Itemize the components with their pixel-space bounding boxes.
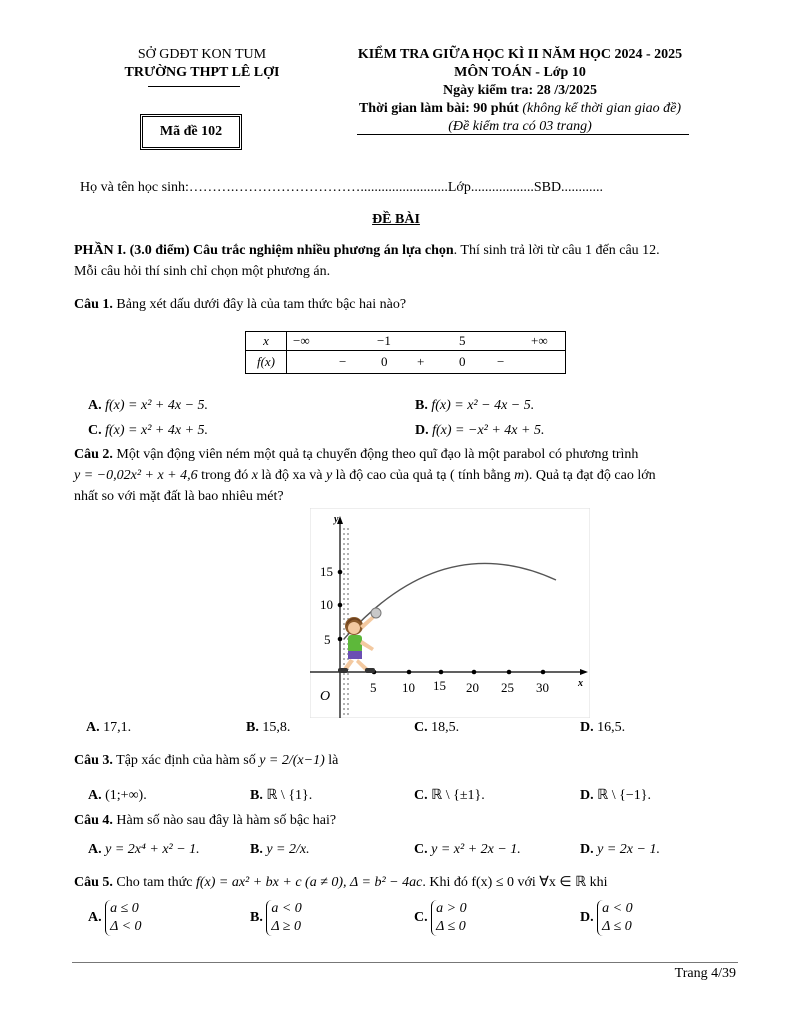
option-label: B.: [250, 788, 263, 803]
page-number: Trang 4/39: [674, 966, 736, 981]
question-1: [74, 294, 734, 315]
q4-option-a[interactable]: [88, 840, 200, 860]
x-tick-label: 10: [402, 680, 415, 695]
q2-option-a[interactable]: [86, 718, 131, 738]
condition-system: [431, 900, 466, 936]
option-text: y = 2x⁴ + x² − 1.: [105, 842, 200, 857]
option-text: ℝ \ {−1}.: [597, 788, 651, 803]
function: f(x) = ax² + bx + c (a ≠ 0), Δ = b² − 4ac: [195, 875, 423, 890]
question-text: trong đó: [197, 468, 252, 483]
y-tick: [338, 637, 343, 642]
option-label: A.: [86, 720, 100, 735]
condition: Δ ≥ 0: [271, 919, 301, 934]
question-text: . Khi đó f(x) ≤ 0 với ∀x ∈ ℝ khi: [422, 875, 608, 890]
subject: MÔN TOÁN - Lớp 10: [454, 65, 586, 80]
condition: a < 0: [271, 901, 302, 916]
variable: y: [325, 468, 333, 483]
option-text: y = 2x − 1.: [597, 842, 660, 857]
option-text: 18,5.: [431, 720, 460, 735]
option-label: B.: [250, 842, 263, 857]
school-name: TRƯỜNG THPT LÊ LỢI: [124, 65, 280, 80]
option-label: A.: [88, 398, 102, 413]
question-text: là độ xa và: [257, 468, 326, 483]
question-text: Tập xác định của hàm số: [112, 753, 260, 768]
option-label: C.: [414, 910, 428, 926]
condition: Δ ≤ 0: [602, 919, 632, 934]
table-cell: f(x): [246, 351, 287, 374]
part1-line2: Mỗi câu hỏi thí sinh chỉ chọn một phương án.: [74, 264, 331, 279]
q1-option-d[interactable]: [415, 421, 544, 441]
time-note: (không kể thời gian giao đề): [522, 101, 682, 116]
header-right: [330, 46, 710, 136]
question-2: [74, 444, 734, 507]
footer-divider: [72, 962, 738, 963]
variable: x: [251, 468, 258, 483]
option-label: C.: [414, 720, 428, 735]
pages-note: (Đề kiểm tra có 03 trang): [448, 119, 592, 134]
divider: [357, 134, 689, 135]
option-text: 17,1.: [103, 720, 132, 735]
question-number: Câu 1.: [74, 297, 113, 312]
unit: m: [514, 468, 525, 483]
x-tick: [507, 670, 512, 675]
option-label: B.: [415, 398, 428, 413]
condition: a < 0: [602, 901, 633, 916]
table-cell: +∞: [531, 333, 548, 348]
option-text: y = x² + 2x − 1.: [431, 842, 521, 857]
q3-option-b[interactable]: [250, 786, 312, 806]
option-label: A.: [88, 788, 102, 803]
q3-option-a[interactable]: [88, 786, 147, 806]
x-tick: [439, 670, 444, 675]
question-text: là độ cao của quả tạ ( tính bằng: [332, 468, 515, 483]
time-line: [330, 100, 710, 118]
condition: Δ < 0: [110, 919, 142, 934]
table-cell: [287, 351, 566, 374]
trajectory-graph: [310, 508, 590, 718]
part1-title: PHẦN I. (3.0 điểm) Câu trắc nghiệm nhiều phương án lựa chọn: [74, 243, 454, 258]
exam-title: KIỂM TRA GIỮA HỌC KÌ II NĂM HỌC 2024 - 2025: [357, 47, 683, 62]
table-cell: 0: [381, 354, 388, 369]
x-tick-label: 5: [370, 680, 377, 695]
option-text: f(x) = x² + 4x − 5.: [105, 398, 209, 413]
question-text: Một vận động viên ném một quả tạ chuyển động theo quĩ đạo là một parabol có phương trình: [112, 447, 639, 462]
option-label: D.: [580, 720, 594, 735]
q3-option-c[interactable]: [414, 786, 485, 806]
option-label: B.: [250, 910, 263, 926]
option-text: (1;+∞).: [105, 788, 147, 803]
y-tick: [338, 603, 343, 608]
q3-option-d[interactable]: [580, 786, 651, 806]
option-text: ℝ \ {1}.: [266, 788, 313, 803]
q1-option-c[interactable]: [88, 421, 208, 441]
y-tick: [338, 570, 343, 575]
option-text: y = 2/x.: [266, 842, 310, 857]
question-text: nhất so với mặt đất là bao nhiêu mét?: [74, 489, 284, 504]
dept-name: SỞ GDĐT KON TUM: [137, 47, 267, 62]
option-label: C.: [88, 423, 102, 438]
question-text: là: [324, 753, 339, 768]
q4-option-d[interactable]: [580, 840, 660, 860]
x-tick: [472, 670, 477, 675]
option-text: f(x) = x² − 4x − 5.: [431, 398, 535, 413]
option-text: 16,5.: [597, 720, 626, 735]
option-text: f(x) = x² + 4x + 5.: [105, 423, 209, 438]
sign-table: [245, 331, 566, 374]
equation: y = −0,02x² + x + 4,6: [74, 468, 198, 483]
table-cell: 0: [459, 354, 466, 369]
q1-option-a[interactable]: [88, 396, 208, 416]
option-label: A.: [88, 842, 102, 857]
condition-system: [597, 900, 632, 936]
option-label: B.: [246, 720, 259, 735]
q2-option-b[interactable]: [246, 718, 290, 738]
condition-system: [266, 900, 301, 936]
student-info-line: Họ và tên học sinh:……….……………………….........................Lớp..................SBD............: [80, 180, 604, 195]
time-label: Thời gian làm bài: 90 phút: [358, 101, 519, 116]
question-text: Hàm số nào sau đây là hàm số bậc hai?: [112, 813, 337, 828]
question-5: [74, 872, 734, 893]
table-cell: +: [417, 354, 425, 369]
y-tick-label: 15: [320, 564, 333, 579]
q5-option-b[interactable]: [250, 900, 302, 936]
x-tick: [541, 670, 546, 675]
table-cell: x: [246, 332, 287, 351]
question-number: Câu 3.: [74, 753, 113, 768]
option-text: ℝ \ {±1}.: [431, 788, 485, 803]
option-label: A.: [88, 910, 102, 926]
q4-option-c[interactable]: [414, 840, 521, 860]
option-label: C.: [414, 842, 428, 857]
option-label: D.: [415, 423, 429, 438]
origin-label: O: [320, 689, 331, 704]
header-left: [92, 46, 312, 82]
option-label: C.: [414, 788, 428, 803]
function: y = 2/(x−1): [259, 753, 325, 768]
q5-option-d[interactable]: [580, 900, 633, 936]
divider: [148, 86, 240, 87]
x-axis-label: x: [578, 678, 583, 689]
question-text: ). Quả tạ đạt độ cao lớn: [524, 468, 656, 483]
section-title: ĐỀ BÀI: [372, 212, 420, 227]
condition: Δ ≤ 0: [436, 919, 466, 934]
x-tick: [407, 670, 412, 675]
exam-code: Mã đề 102: [140, 114, 242, 150]
part1-rest: . Thí sinh trả lời từ câu 1 đến câu 12.: [453, 243, 660, 258]
option-text: f(x) = −x² + 4x + 5.: [432, 423, 545, 438]
question-number: Câu 5.: [74, 875, 113, 890]
table-cell: 5: [459, 333, 466, 348]
x-tick-label: 20: [466, 680, 479, 695]
option-label: D.: [580, 788, 594, 803]
y-tick-label: 10: [320, 597, 333, 612]
option-label: D.: [580, 842, 594, 857]
question-text: Bảng xét dấu dưới đây là của tam thức bậc hai nào?: [112, 297, 407, 312]
option-label: D.: [580, 910, 594, 926]
condition-system: [105, 900, 141, 936]
x-tick-label: 15: [433, 678, 446, 693]
part1-intro: [74, 240, 734, 282]
q2-option-c[interactable]: [414, 718, 459, 738]
question-4: [74, 810, 734, 831]
q4-option-b[interactable]: [250, 840, 310, 860]
x-tick-label: 30: [536, 680, 549, 695]
condition: a ≤ 0: [110, 901, 139, 916]
question-3: [74, 750, 734, 771]
table-cell: −: [339, 354, 347, 369]
y-axis-label: y: [334, 514, 339, 525]
q5-option-c[interactable]: [414, 900, 467, 936]
option-text: 15,8.: [262, 720, 291, 735]
table-cell: −: [497, 354, 505, 369]
x-tick-label: 25: [501, 680, 514, 695]
q1-option-b[interactable]: [415, 396, 534, 416]
y-tick-label: 5: [324, 632, 331, 647]
exam-date: Ngày kiểm tra: 28 /3/2025: [443, 83, 597, 98]
table-cell: [287, 332, 566, 351]
q2-option-d[interactable]: [580, 718, 625, 738]
table-cell: −1: [377, 333, 391, 348]
table-cell: −∞: [293, 333, 310, 348]
condition: a > 0: [436, 901, 467, 916]
q5-option-a[interactable]: [88, 900, 142, 936]
question-number: Câu 4.: [74, 813, 113, 828]
question-number: Câu 2.: [74, 447, 113, 462]
question-text: Cho tam thức: [112, 875, 196, 890]
